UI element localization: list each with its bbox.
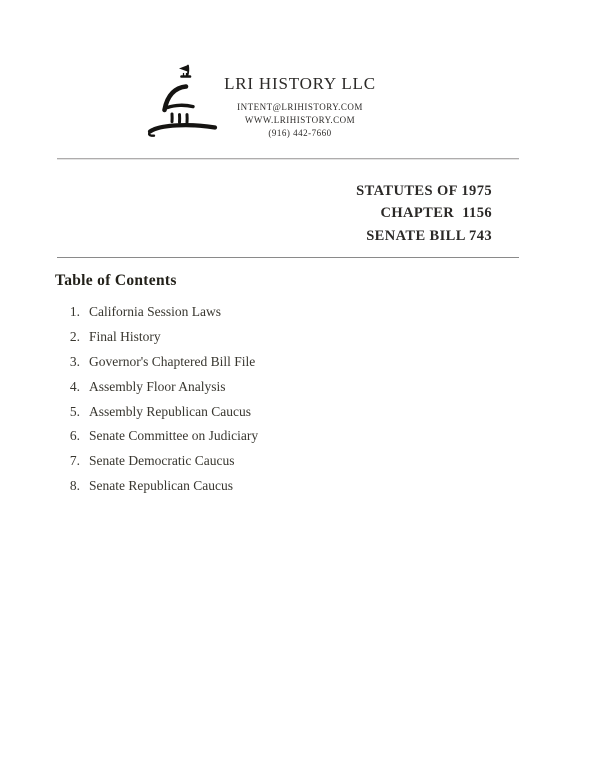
toc-item bbox=[54, 404, 258, 429]
toc-item bbox=[54, 379, 258, 404]
toc-item bbox=[54, 428, 258, 453]
case-header bbox=[356, 180, 492, 247]
company-name: LRI HISTORY LLC bbox=[224, 74, 376, 93]
toc-item bbox=[54, 354, 258, 379]
chapter-line: CHAPTER 1156 bbox=[380, 205, 492, 222]
toc-item-label: Assembly Floor Analysis bbox=[89, 378, 226, 394]
toc-item-number: 7. bbox=[69, 453, 80, 469]
statutes-line: STATUTES OF 1975 bbox=[356, 183, 492, 199]
letterhead-divider bbox=[57, 158, 519, 160]
toc-item-label: Assembly Republican Caucus bbox=[89, 403, 251, 419]
toc-item-label: Senate Democratic Caucus bbox=[89, 453, 235, 469]
toc-item-label: California Session Laws bbox=[89, 304, 221, 319]
senate-bill-line: SENATE BILL 743 bbox=[366, 227, 492, 244]
toc-item-number: 6. bbox=[69, 428, 80, 444]
toc-item-label: Final History bbox=[89, 328, 161, 344]
toc-item bbox=[54, 329, 258, 354]
toc-title: Table of Contents bbox=[55, 272, 177, 289]
contact-lines bbox=[150, 101, 450, 140]
toc-item-label: Governor's Chaptered Bill File bbox=[89, 353, 256, 369]
toc-item bbox=[54, 478, 258, 503]
case-header-divider bbox=[57, 257, 519, 258]
letterhead bbox=[0, 0, 600, 160]
company-phone: (916) 442-7660 bbox=[268, 128, 332, 138]
toc-item-label: Senate Republican Caucus bbox=[89, 478, 233, 494]
company-block bbox=[150, 74, 450, 140]
company-email: INTENT@LRIHISTORY.COM bbox=[237, 102, 363, 112]
toc-item bbox=[54, 304, 258, 329]
toc-item-label: Senate Committee on Judiciary bbox=[89, 428, 259, 444]
company-website: WWW.LRIHISTORY.COM bbox=[244, 115, 356, 125]
toc-list bbox=[54, 304, 258, 503]
toc-item bbox=[54, 453, 258, 478]
toc-item-number: 2. bbox=[69, 328, 80, 344]
toc-item-number: 8. bbox=[69, 478, 80, 494]
toc-item-number: 1. bbox=[69, 304, 80, 319]
toc-item-number: 5. bbox=[69, 403, 80, 419]
toc-item-number: 3. bbox=[69, 353, 80, 369]
toc-item-number: 4. bbox=[69, 378, 80, 394]
